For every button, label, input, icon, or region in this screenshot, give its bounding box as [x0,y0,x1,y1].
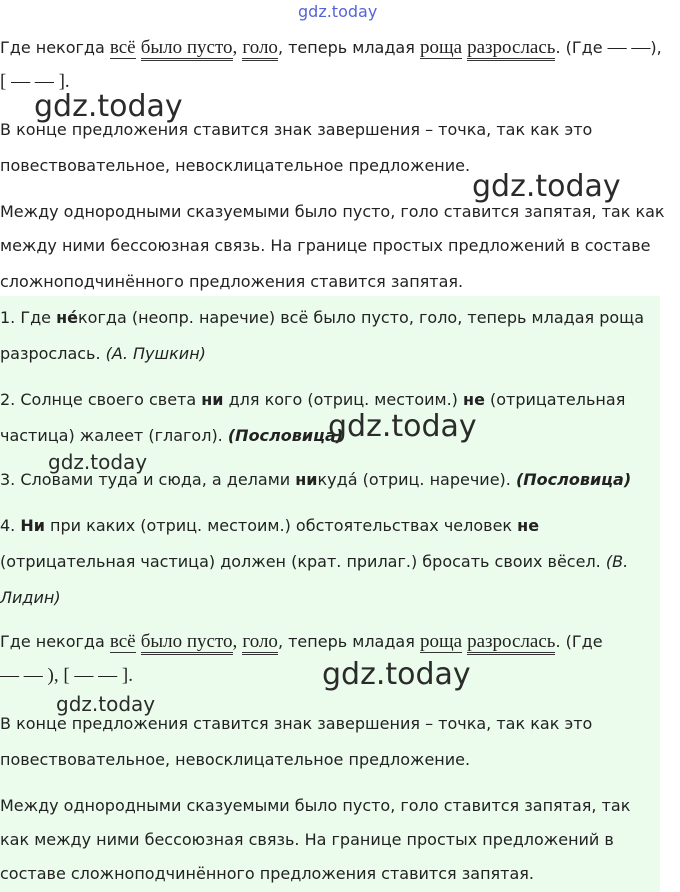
watermark: gdz.today [322,657,471,692]
scheme-symbol: — — ), [ — — ]. [0,665,133,686]
source-attribution: (Пословица) [515,470,632,489]
subject-word: всё [109,631,136,652]
scheme-symbol: [ — — ]. [0,71,70,92]
watermark: gdz.today [472,169,621,204]
watermark-top: gdz.today [298,2,378,21]
subject-word: всё [109,37,136,58]
paragraph-line: В конце предложения ставится знак завершения – точка, так как это [0,714,593,733]
paragraph-line: сложноподчинённого предложения ставится запятая. [0,272,464,291]
list-item: 3. Словами туда и сюда, а делами никуда́ (отриц. наречие). (Пословица) [0,470,632,489]
paragraph-line: Между однородными сказуемыми было пусто, голо ставится запятая, так [0,796,631,815]
watermark: gdz.today [34,89,183,124]
paragraph-line: В конце предложения ставится знак завершения – точка, так как это [0,120,593,139]
source-attribution: (В. [605,552,629,571]
scheme-symbol: — — [607,37,651,58]
list-item: частица) жалеет (глагол). (Пословица) [0,426,344,445]
watermark: gdz.today [56,692,156,716]
subject-word: роща [419,37,463,58]
paragraph-line: составе сложноподчинённого предложения ставится запятая. [0,864,534,883]
source-attribution: (Пословица) [227,426,344,445]
list-item: 4. Ни при каких (отриц. местоим.) обстоятельствах человек не [0,516,540,535]
predicate-word: разрослась [467,37,555,61]
predicate-word: голо [242,37,278,61]
paragraph-line: повествовательное, невосклицательное предложение. [0,156,471,175]
source-attribution: (А. Пушкин) [105,344,206,363]
paragraph-line: как между ними бессоюзная связь. На границе простых предложений в [0,830,614,849]
syntax-diagram-sentence: Где некогда всё было пусто, голо, теперь младая роща разрослась. (Где — —), [0,38,662,58]
list-item: 1. Где не́когда (неопр. наречие) всё было пусто, голо, теперь младая роща [0,308,645,327]
predicate-word: было пусто [141,37,233,61]
list-item: разрослась. (А. Пушкин) [0,344,206,363]
list-item: (отрицательная частица) должен (крат. прилаг.) бросать своих вёсел. (В. [0,552,629,571]
predicate-word: было пусто [141,631,233,655]
paragraph-line: между ними бессоюзная связь. На границе простых предложений в составе [0,236,651,255]
paragraph-line: Между однородными сказуемыми было пусто, голо ставится запятая, так как [0,202,665,221]
paragraph-line: повествовательное, невосклицательное предложение. [0,750,471,769]
source-attribution: Лидин) [0,588,61,607]
list-item: 2. Солнце своего света ни для кого (отриц. местоим.) не (отрицательная [0,390,626,409]
watermark: gdz.today [328,409,477,444]
syntax-diagram-sentence: Где некогда всё было пусто, голо, теперь младая роща разрослась. (Где [0,632,603,652]
watermark: gdz.today [48,450,148,474]
predicate-word: голо [242,631,278,655]
predicate-word: разрослась [467,631,555,655]
subject-word: роща [419,631,463,652]
